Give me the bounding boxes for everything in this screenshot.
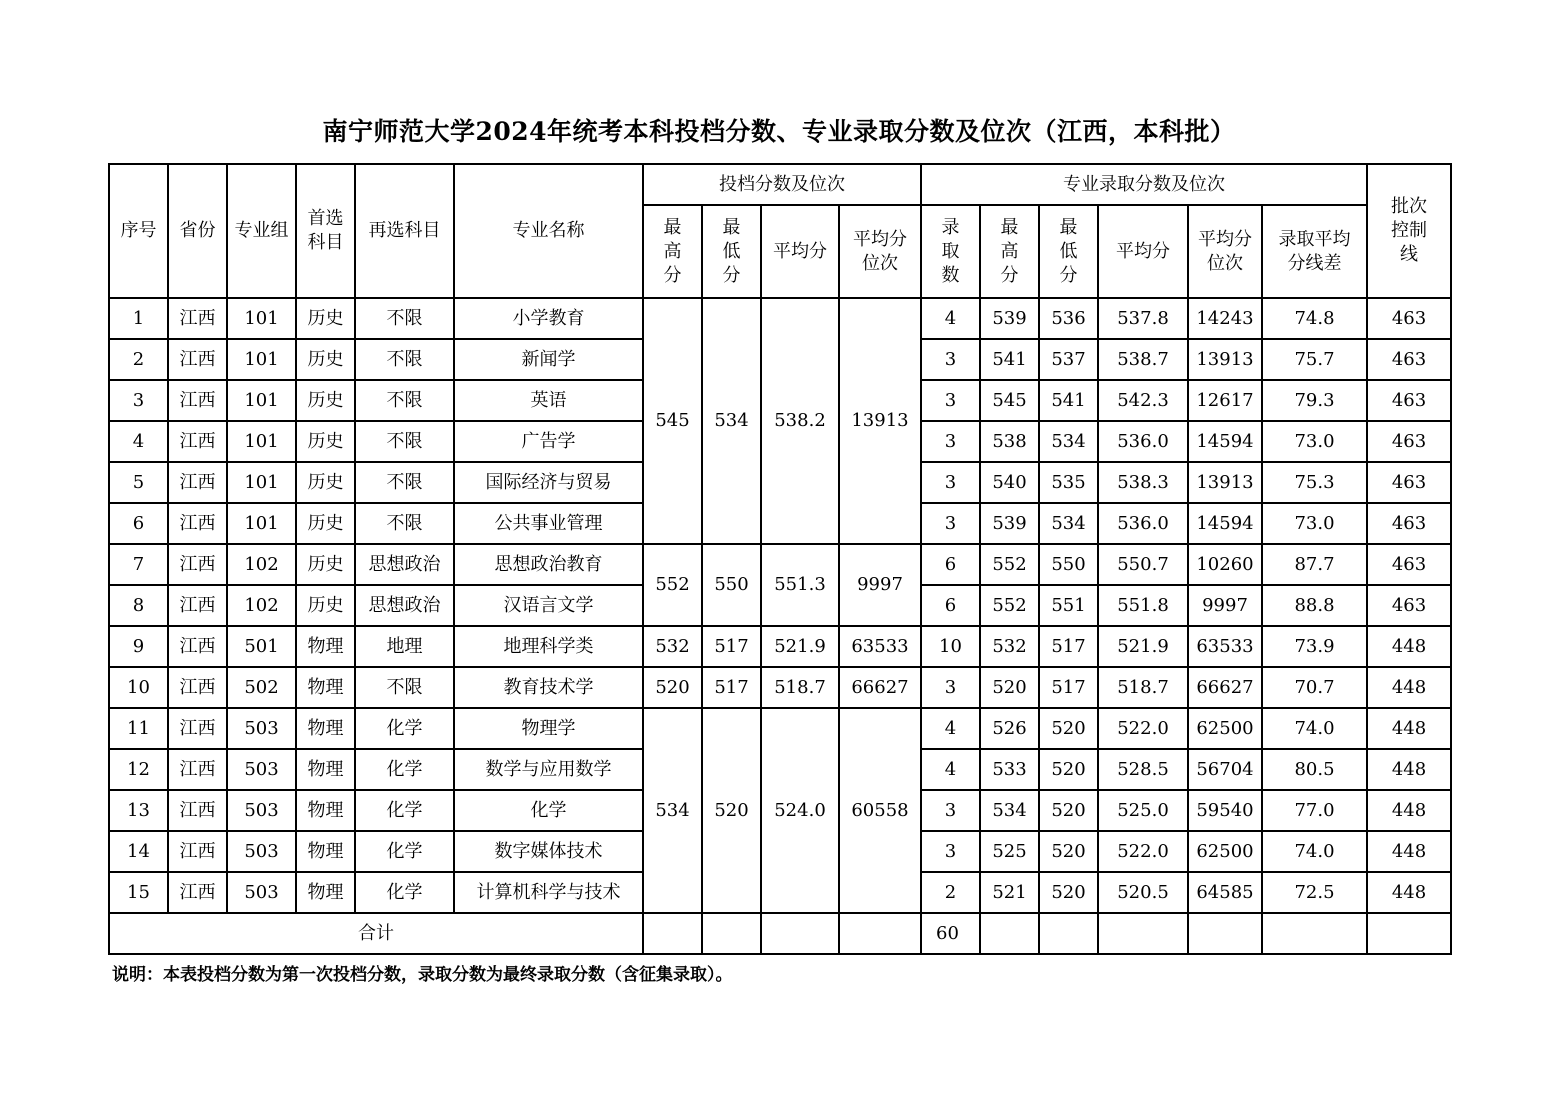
cell-max: 534 (980, 790, 1039, 831)
cell-control-line: 463 (1367, 503, 1451, 544)
cell-count: 10 (921, 626, 980, 667)
cell-group: 101 (227, 503, 296, 544)
cell-second-subject: 地理 (355, 626, 454, 667)
header-admission-avg-rank (1188, 205, 1262, 298)
cell-province: 江西 (168, 872, 227, 913)
cell-max: 552 (980, 544, 1039, 585)
cell-avg-rank: 64585 (1188, 872, 1262, 913)
cell-diff: 70.7 (1262, 667, 1367, 708)
cell-tou-dang-min: 520 (702, 708, 761, 913)
header-seq: 序号 (109, 164, 168, 298)
cell-second-subject: 思想政治 (355, 585, 454, 626)
cell-diff: 73.9 (1262, 626, 1367, 667)
cell-second-subject: 化学 (355, 749, 454, 790)
header-tou-dang-avg-rank (839, 205, 921, 298)
cell-seq: 2 (109, 339, 168, 380)
cell-tou-dang-avg-rank: 63533 (839, 626, 921, 667)
cell-min: 541 (1039, 380, 1098, 421)
cell-avg: 528.5 (1098, 749, 1188, 790)
cell-first-subject: 物理 (296, 749, 355, 790)
cell-seq: 7 (109, 544, 168, 585)
cell-avg-rank: 14594 (1188, 421, 1262, 462)
cell-first-subject: 物理 (296, 831, 355, 872)
header-admission-diff (1262, 205, 1367, 298)
cell-tou-dang-max: 552 (643, 544, 702, 626)
cell-tou-dang-avg: 521.9 (761, 626, 839, 667)
cell-seq: 15 (109, 872, 168, 913)
total-empty-cell (1262, 913, 1367, 954)
cell-group: 102 (227, 585, 296, 626)
cell-avg: 550.7 (1098, 544, 1188, 585)
cell-province: 江西 (168, 626, 227, 667)
cell-province: 江西 (168, 667, 227, 708)
cell-province: 江西 (168, 585, 227, 626)
cell-diff: 79.3 (1262, 380, 1367, 421)
cell-max: 545 (980, 380, 1039, 421)
cell-major: 国际经济与贸易 (454, 462, 643, 503)
cell-min: 520 (1039, 872, 1098, 913)
cell-avg-rank: 13913 (1188, 339, 1262, 380)
cell-tou-dang-avg-rank: 60558 (839, 708, 921, 913)
cell-count: 4 (921, 749, 980, 790)
cell-group: 503 (227, 872, 296, 913)
total-empty-cell (839, 913, 921, 954)
cell-first-subject: 历史 (296, 298, 355, 339)
total-empty-cell (980, 913, 1039, 954)
cell-avg-rank: 12617 (1188, 380, 1262, 421)
cell-tou-dang-avg-rank: 66627 (839, 667, 921, 708)
cell-tou-dang-avg: 518.7 (761, 667, 839, 708)
cell-seq: 4 (109, 421, 168, 462)
cell-group: 102 (227, 544, 296, 585)
cell-control-line: 463 (1367, 544, 1451, 585)
table-row (109, 667, 1451, 708)
cell-tou-dang-min: 534 (702, 298, 761, 544)
cell-seq: 13 (109, 790, 168, 831)
cell-diff: 75.7 (1262, 339, 1367, 380)
cell-control-line: 448 (1367, 872, 1451, 913)
cell-count: 3 (921, 421, 980, 462)
cell-diff: 88.8 (1262, 585, 1367, 626)
cell-avg-rank: 13913 (1188, 462, 1262, 503)
cell-min: 517 (1039, 667, 1098, 708)
cell-max: 526 (980, 708, 1039, 749)
cell-min: 536 (1039, 298, 1098, 339)
cell-min: 534 (1039, 421, 1098, 462)
cell-control-line: 463 (1367, 339, 1451, 380)
cell-group: 501 (227, 626, 296, 667)
cell-second-subject: 不限 (355, 667, 454, 708)
cell-avg: 538.7 (1098, 339, 1188, 380)
cell-max: 525 (980, 831, 1039, 872)
cell-avg-rank: 66627 (1188, 667, 1262, 708)
cell-major: 教育技术学 (454, 667, 643, 708)
cell-min: 517 (1039, 626, 1098, 667)
cell-min: 534 (1039, 503, 1098, 544)
cell-avg-rank: 14243 (1188, 298, 1262, 339)
cell-first-subject: 历史 (296, 339, 355, 380)
cell-avg: 536.0 (1098, 503, 1188, 544)
cell-second-subject: 不限 (355, 380, 454, 421)
cell-max: 538 (980, 421, 1039, 462)
cell-major: 新闻学 (454, 339, 643, 380)
cell-control-line: 448 (1367, 667, 1451, 708)
cell-diff: 77.0 (1262, 790, 1367, 831)
cell-major: 小学教育 (454, 298, 643, 339)
cell-control-line: 463 (1367, 380, 1451, 421)
cell-avg-rank: 62500 (1188, 708, 1262, 749)
header-admission-min (1039, 205, 1098, 298)
header-admission-max (980, 205, 1039, 298)
cell-control-line: 448 (1367, 708, 1451, 749)
cell-second-subject: 不限 (355, 339, 454, 380)
table-row (109, 708, 1451, 749)
cell-count: 3 (921, 462, 980, 503)
cell-second-subject: 不限 (355, 462, 454, 503)
cell-tou-dang-avg: 538.2 (761, 298, 839, 544)
cell-tou-dang-avg-rank: 13913 (839, 298, 921, 544)
cell-count: 3 (921, 667, 980, 708)
cell-first-subject: 物理 (296, 708, 355, 749)
cell-second-subject: 思想政治 (355, 544, 454, 585)
cell-first-subject: 物理 (296, 790, 355, 831)
table-row (109, 626, 1451, 667)
cell-major: 地理科学类 (454, 626, 643, 667)
cell-first-subject: 历史 (296, 421, 355, 462)
header-tou-dang-group: 投档分数及位次 (643, 164, 921, 205)
table-body (109, 298, 1451, 954)
cell-group: 101 (227, 421, 296, 462)
cell-control-line: 463 (1367, 585, 1451, 626)
cell-tou-dang-avg: 524.0 (761, 708, 839, 913)
header-first-subject-text: 首选 科目 (307, 208, 344, 253)
cell-second-subject: 不限 (355, 421, 454, 462)
admission-scores-table (108, 163, 1452, 955)
cell-avg: 521.9 (1098, 626, 1188, 667)
header-control-line (1367, 164, 1451, 298)
cell-tou-dang-min: 517 (702, 626, 761, 667)
cell-second-subject: 化学 (355, 790, 454, 831)
cell-avg: 522.0 (1098, 708, 1188, 749)
cell-diff: 73.0 (1262, 503, 1367, 544)
cell-count: 4 (921, 708, 980, 749)
total-empty-cell (702, 913, 761, 954)
cell-province: 江西 (168, 421, 227, 462)
cell-second-subject: 化学 (355, 872, 454, 913)
cell-avg: 542.3 (1098, 380, 1188, 421)
cell-tou-dang-max: 545 (643, 298, 702, 544)
cell-max: 521 (980, 872, 1039, 913)
cell-avg: 536.0 (1098, 421, 1188, 462)
header-admission-avg: 平均分 (1098, 205, 1188, 298)
cell-avg: 522.0 (1098, 831, 1188, 872)
table-row (109, 298, 1451, 339)
cell-diff: 72.5 (1262, 872, 1367, 913)
cell-major: 物理学 (454, 708, 643, 749)
header-control-line-text: 批次 控制 线 (1391, 196, 1428, 265)
cell-avg-rank: 10260 (1188, 544, 1262, 585)
cell-tou-dang-max: 520 (643, 667, 702, 708)
total-empty-cell (761, 913, 839, 954)
cell-province: 江西 (168, 544, 227, 585)
cell-min: 520 (1039, 708, 1098, 749)
cell-major: 思想政治教育 (454, 544, 643, 585)
cell-seq: 3 (109, 380, 168, 421)
cell-province: 江西 (168, 462, 227, 503)
header-admission-diff-text: 录取平均 分线差 (1278, 228, 1351, 274)
cell-avg-rank: 56704 (1188, 749, 1262, 790)
cell-seq: 5 (109, 462, 168, 503)
cell-province: 江西 (168, 380, 227, 421)
header-admission-count-text: 录 取 数 (941, 216, 960, 286)
cell-count: 3 (921, 831, 980, 872)
header-admission-avg-rank-text: 平均分 位次 (1198, 228, 1252, 274)
cell-count: 4 (921, 298, 980, 339)
cell-province: 江西 (168, 790, 227, 831)
cell-province: 江西 (168, 339, 227, 380)
cell-group: 503 (227, 831, 296, 872)
cell-max: 539 (980, 503, 1039, 544)
cell-min: 551 (1039, 585, 1098, 626)
header-tou-dang-max (643, 205, 702, 298)
footnote: 说明：本表投档分数为第一次投档分数，录取分数为最终录取分数（含征集录取）。 (112, 965, 733, 985)
cell-seq: 6 (109, 503, 168, 544)
header-tou-dang-max-text: 最 高 分 (663, 216, 682, 286)
cell-first-subject: 物理 (296, 667, 355, 708)
cell-tou-dang-min: 517 (702, 667, 761, 708)
cell-diff: 87.7 (1262, 544, 1367, 585)
cell-tou-dang-avg-rank: 9997 (839, 544, 921, 626)
cell-group: 502 (227, 667, 296, 708)
header-tou-dang-min-text: 最 低 分 (722, 216, 741, 286)
total-empty-cell (1188, 913, 1262, 954)
cell-diff: 74.0 (1262, 708, 1367, 749)
cell-avg: 520.5 (1098, 872, 1188, 913)
cell-second-subject: 不限 (355, 298, 454, 339)
cell-group: 101 (227, 462, 296, 503)
total-empty-cell (1098, 913, 1188, 954)
cell-avg: 525.0 (1098, 790, 1188, 831)
cell-control-line: 463 (1367, 462, 1451, 503)
cell-max: 541 (980, 339, 1039, 380)
cell-avg: 538.3 (1098, 462, 1188, 503)
cell-group: 503 (227, 708, 296, 749)
cell-max: 532 (980, 626, 1039, 667)
cell-control-line: 448 (1367, 749, 1451, 790)
cell-major: 计算机科学与技术 (454, 872, 643, 913)
header-province: 省份 (168, 164, 227, 298)
cell-seq: 1 (109, 298, 168, 339)
cell-control-line: 463 (1367, 298, 1451, 339)
cell-seq: 8 (109, 585, 168, 626)
cell-max: 533 (980, 749, 1039, 790)
cell-major: 英语 (454, 380, 643, 421)
cell-first-subject: 历史 (296, 462, 355, 503)
cell-avg: 537.8 (1098, 298, 1188, 339)
cell-tou-dang-avg: 551.3 (761, 544, 839, 626)
header-first-subject (296, 164, 355, 298)
cell-min: 520 (1039, 831, 1098, 872)
total-empty-cell (1367, 913, 1451, 954)
cell-group: 101 (227, 298, 296, 339)
cell-second-subject: 不限 (355, 503, 454, 544)
cell-avg-rank: 14594 (1188, 503, 1262, 544)
total-empty-cell (1039, 913, 1098, 954)
cell-count: 3 (921, 380, 980, 421)
cell-tou-dang-min: 550 (702, 544, 761, 626)
cell-control-line: 448 (1367, 626, 1451, 667)
cell-diff: 74.8 (1262, 298, 1367, 339)
cell-diff: 74.0 (1262, 831, 1367, 872)
total-row (109, 913, 1451, 954)
header-admission-count (921, 205, 980, 298)
total-label: 合计 (109, 913, 643, 954)
cell-diff: 73.0 (1262, 421, 1367, 462)
header-admission-group: 专业录取分数及位次 (921, 164, 1367, 205)
cell-province: 江西 (168, 749, 227, 790)
cell-first-subject: 历史 (296, 585, 355, 626)
cell-major: 公共事业管理 (454, 503, 643, 544)
cell-province: 江西 (168, 708, 227, 749)
cell-count: 6 (921, 544, 980, 585)
cell-first-subject: 物理 (296, 626, 355, 667)
header-tou-dang-avg: 平均分 (761, 205, 839, 298)
header-second-subject: 再选科目 (355, 164, 454, 298)
cell-province: 江西 (168, 298, 227, 339)
header-admission-max-text: 最 高 分 (1000, 216, 1019, 286)
document-title: 南宁师范大学2024年统考本科投档分数、专业录取分数及位次（江西，本科批） (322, 117, 1236, 146)
cell-group: 101 (227, 339, 296, 380)
cell-avg: 518.7 (1098, 667, 1188, 708)
cell-max: 540 (980, 462, 1039, 503)
cell-seq: 12 (109, 749, 168, 790)
cell-group: 503 (227, 749, 296, 790)
cell-seq: 14 (109, 831, 168, 872)
cell-control-line: 463 (1367, 421, 1451, 462)
cell-major: 数学与应用数学 (454, 749, 643, 790)
cell-avg: 551.8 (1098, 585, 1188, 626)
cell-count: 3 (921, 339, 980, 380)
cell-first-subject: 历史 (296, 503, 355, 544)
cell-count: 3 (921, 790, 980, 831)
cell-first-subject: 历史 (296, 380, 355, 421)
cell-province: 江西 (168, 503, 227, 544)
cell-seq: 11 (109, 708, 168, 749)
cell-max: 552 (980, 585, 1039, 626)
cell-tou-dang-max: 532 (643, 626, 702, 667)
cell-count: 2 (921, 872, 980, 913)
cell-major: 化学 (454, 790, 643, 831)
header-admission-min-text: 最 低 分 (1059, 216, 1078, 286)
cell-max: 520 (980, 667, 1039, 708)
cell-min: 550 (1039, 544, 1098, 585)
cell-min: 520 (1039, 790, 1098, 831)
cell-seq: 9 (109, 626, 168, 667)
cell-avg-rank: 59540 (1188, 790, 1262, 831)
cell-second-subject: 化学 (355, 708, 454, 749)
cell-tou-dang-max: 534 (643, 708, 702, 913)
cell-major: 汉语言文学 (454, 585, 643, 626)
cell-major: 数字媒体技术 (454, 831, 643, 872)
cell-major: 广告学 (454, 421, 643, 462)
cell-min: 537 (1039, 339, 1098, 380)
cell-min: 520 (1039, 749, 1098, 790)
total-count: 60 (921, 913, 980, 954)
cell-province: 江西 (168, 831, 227, 872)
cell-control-line: 448 (1367, 790, 1451, 831)
cell-max: 539 (980, 298, 1039, 339)
header-tou-dang-min (702, 205, 761, 298)
cell-avg-rank: 9997 (1188, 585, 1262, 626)
cell-min: 535 (1039, 462, 1098, 503)
table-row (109, 544, 1451, 585)
cell-first-subject: 历史 (296, 544, 355, 585)
cell-count: 6 (921, 585, 980, 626)
cell-diff: 80.5 (1262, 749, 1367, 790)
total-empty-cell (643, 913, 702, 954)
cell-avg-rank: 63533 (1188, 626, 1262, 667)
header-group: 专业组 (227, 164, 296, 298)
cell-group: 503 (227, 790, 296, 831)
cell-count: 3 (921, 503, 980, 544)
cell-first-subject: 物理 (296, 872, 355, 913)
cell-group: 101 (227, 380, 296, 421)
header-major: 专业名称 (454, 164, 643, 298)
cell-diff: 75.3 (1262, 462, 1367, 503)
cell-control-line: 448 (1367, 831, 1451, 872)
header-tou-dang-avg-rank-text: 平均分 位次 (853, 228, 907, 274)
cell-seq: 10 (109, 667, 168, 708)
cell-avg-rank: 62500 (1188, 831, 1262, 872)
cell-second-subject: 化学 (355, 831, 454, 872)
